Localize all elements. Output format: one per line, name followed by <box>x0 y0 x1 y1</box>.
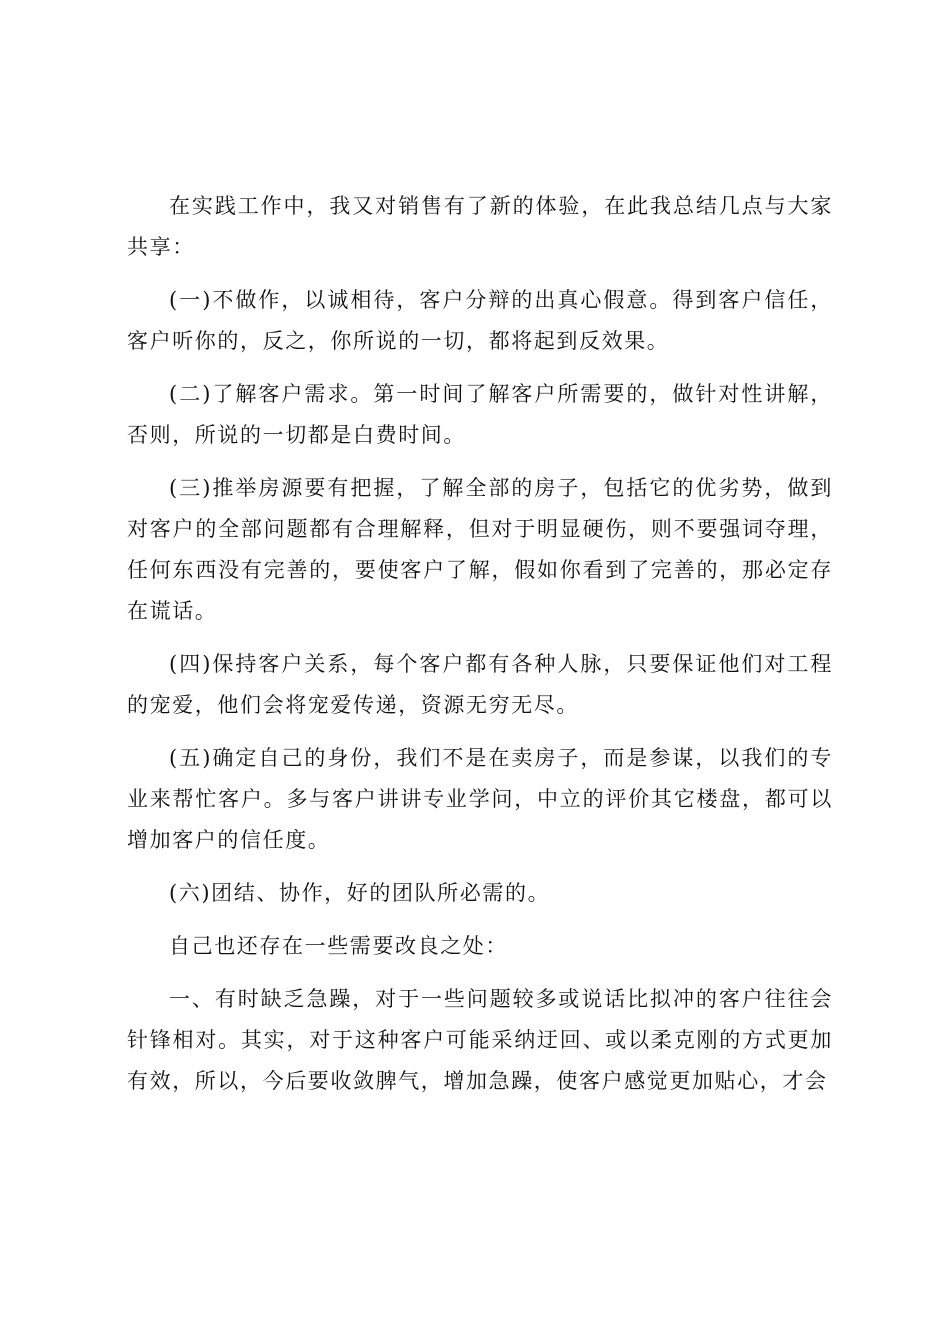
paragraph-point-6: (六)团结、协作，好的团队所必需的。 <box>169 881 551 905</box>
paragraph-improvement-1: 一、有时缺乏急躁，对于一些问题较多或说话比拟冲的客户往往会针锋相对。其实，对于这种客户可能采纳迂回、或以柔克刚的方式更加有效，所以，今后要收敛脾气，增加急躁，使客户感觉更加贴心，才会 <box>127 987 833 1093</box>
paragraph-point-2: (二)了解客户需求。第一时间了解客户所需要的，做针对性讲解，否则，所说的一切都是白费时间。 <box>127 382 833 447</box>
paragraph-point-5: (五)确定自己的身份，我们不是在卖房子，而是参谋，以我们的专业来帮忙客户。多与客户讲讲专业学问，中立的评价其它楼盘，都可以增加客户的信任度。 <box>127 746 833 852</box>
document-body <box>127 186 833 1114</box>
paragraph-point-3: (三)推举房源要有把握，了解全部的房子，包括它的优劣势，做到对客户的全部问题都有合理解释，但对于明显硬伤，则不要强词夺理，任何东西没有完善的，要使客户了解，假如你看到了完善的，那必定存在谎话。 <box>127 476 833 623</box>
paragraph-point-4: (四)保持客户关系，每个客户都有各种人脉，只要保证他们对工程的宠爱，他们会将宠爱传递，资源无穷无尽。 <box>127 652 833 717</box>
paragraph-intro: 在实践工作中，我又对销售有了新的体验，在此我总结几点与大家共享： <box>127 194 833 259</box>
paragraph-improvement-intro: 自己也还存在一些需要改良之处： <box>169 934 508 958</box>
paragraph-point-1: (一)不做作，以诚相待，客户分辩的出真心假意。得到客户信任，客户听你的，反之，你所说的一切，都将起到反效果。 <box>127 288 833 353</box>
